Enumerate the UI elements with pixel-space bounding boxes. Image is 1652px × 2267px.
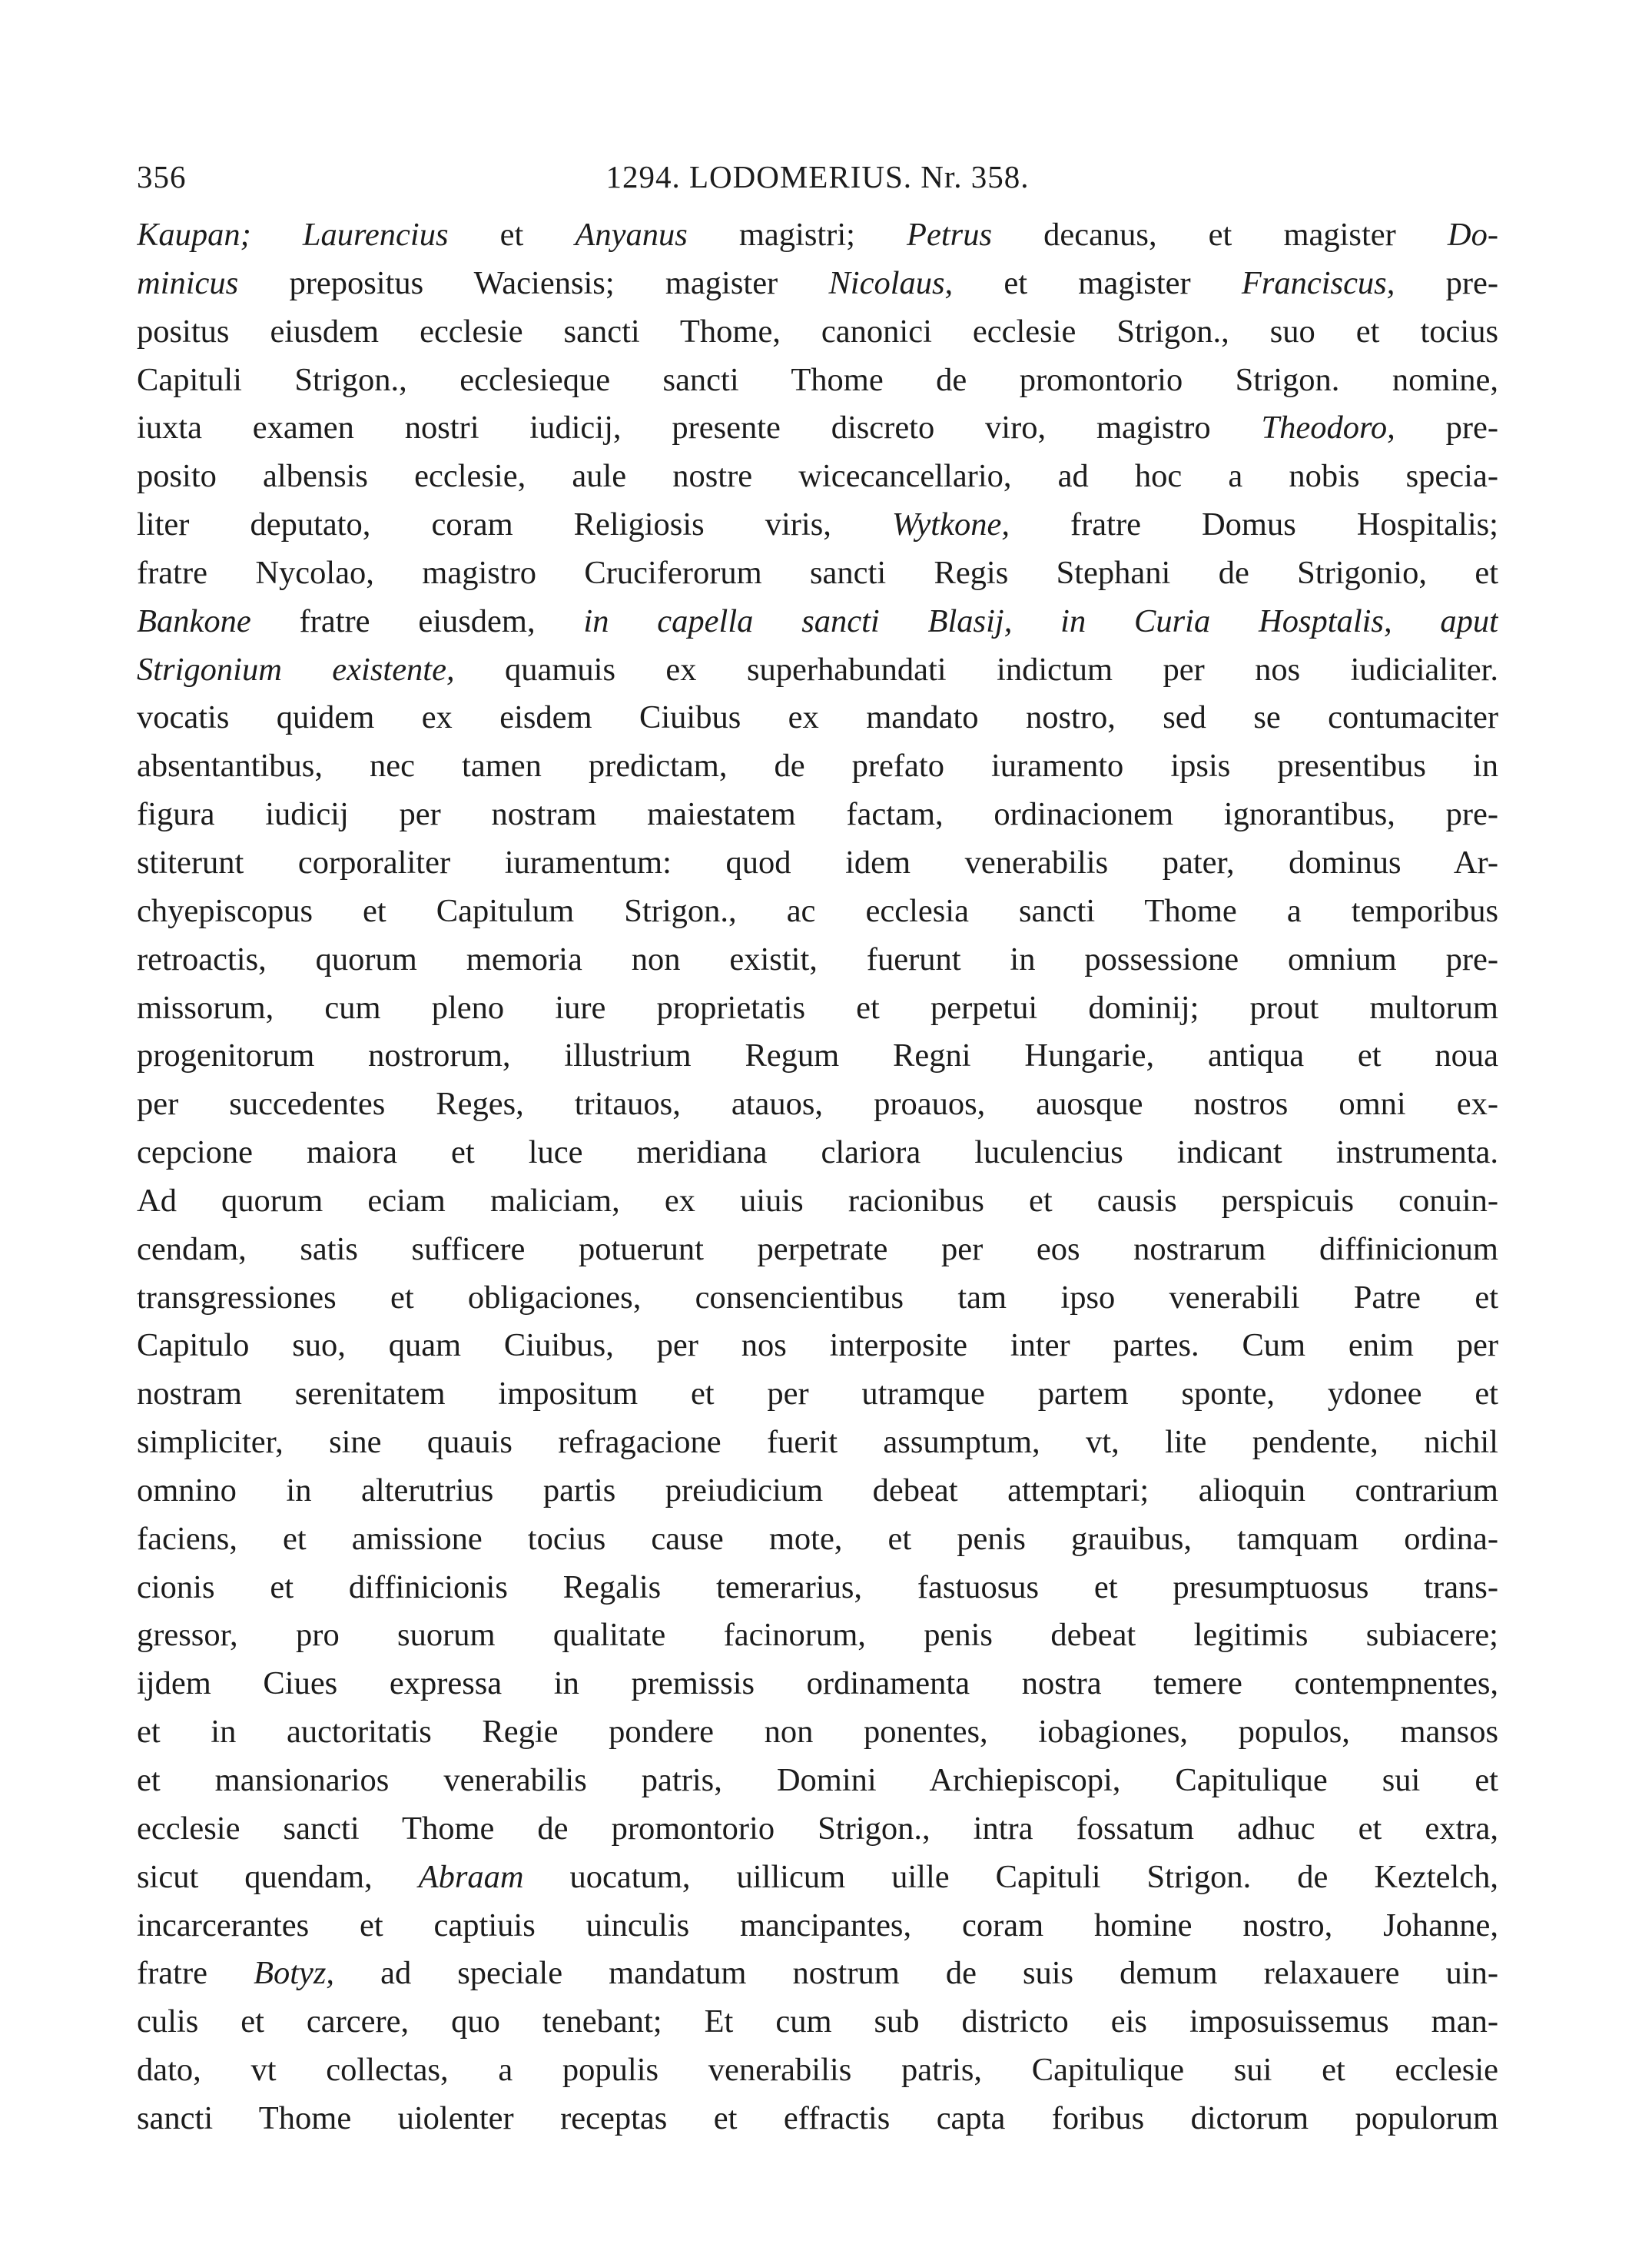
text-line (137, 1467, 1498, 1515)
text-line (137, 984, 1498, 1033)
italic-segment: Theodoro, (1261, 410, 1395, 446)
italic-segment: Petrus (907, 217, 992, 253)
text-line (137, 404, 1498, 453)
text-segment: simpliciter, sine quauis refragacione fuerit assumptum, vt, lite pendente, nichil (137, 1424, 1498, 1461)
text-segment: quamuis ex superhabundati indictum per nos iudicialiter. (454, 651, 1498, 688)
text-line (137, 501, 1498, 549)
text-segment: magistri; (687, 217, 907, 253)
text-segment: per succedentes Reges, tritauos, atauos, proauos, auosque nostros omni ex- (137, 1086, 1498, 1123)
italic-segment: Do- (1447, 217, 1498, 253)
text-segment: sancti Thome uiolenter receptas et effractis capta foribus dictorum populorum (137, 2099, 1498, 2136)
text-segment: et magister (953, 264, 1242, 301)
text-segment: transgressiones et obligaciones, consencientibus tam ipso venerabili Patre et (137, 1279, 1498, 1316)
text-line (137, 1757, 1498, 1805)
text-segment: et in auctoritatis Regie pondere non ponentes, iobagiones, populos, mansos (137, 1714, 1498, 1751)
text-segment: et mansionarios venerabilis patris, Domini Archiepiscopi, Capitulique sui et (137, 1762, 1498, 1798)
text-line (137, 2046, 1498, 2095)
text-segment: iuxta examen nostri iudicij, presente discreto viro, magistro (137, 410, 1262, 446)
text-line (137, 1322, 1498, 1370)
text-segment: pre- (1395, 264, 1498, 301)
text-segment: ijdem Ciues expressa in premissis ordinamenta nostra temere contempnentes, (137, 1665, 1498, 1702)
text-line (137, 598, 1498, 646)
italic-segment: Abraam (418, 1858, 524, 1895)
text-line (137, 1032, 1498, 1080)
text-line (137, 1902, 1498, 1950)
italic-segment: Botyz, (254, 1955, 335, 1992)
text-segment: progenitorum nostrorum, illustrium Regum Regni Hungarie, antiqua et noua (137, 1037, 1498, 1074)
text-segment: uocatum, uillicum uille Capituli Strigon. de Keztelch, (523, 1858, 1498, 1895)
text-segment: fratre Nycolao, magistro Cruciferorum sancti Regis Stephani de Strigonio, et (137, 554, 1498, 591)
text-segment: posito albensis ecclesie, aule nostre wicecancellario, ad hoc a nobis specia- (137, 458, 1498, 495)
text-line (137, 1998, 1498, 2046)
text-line (137, 1274, 1498, 1323)
text-line (137, 1708, 1498, 1757)
text-segment: cepcione maiora et luce meridiana clariora luculencius indicant instrumenta. (137, 1134, 1498, 1171)
text-line (137, 357, 1498, 405)
text-segment: Capituli Strigon., ecclesieque sancti Thome de promontorio Strigon. nomine, (137, 361, 1498, 398)
italic-segment: Bankone (137, 602, 251, 639)
italic-segment: in capella sancti Blasij, in Curia Hosptalis, aput (583, 602, 1498, 639)
italic-segment: Kaupan; Laurencius (137, 217, 449, 253)
text-segment: incarcerantes et captiuis uinculis mancipantes, coram homine nostro, Johanne, (137, 1907, 1498, 1943)
text-line (137, 1660, 1498, 1708)
text-segment: Capitulo suo, quam Ciuibus, per nos interposite inter partes. Cum enim per (137, 1327, 1498, 1364)
text-segment: stiterunt corporaliter iuramentum: quod idem venerabilis pater, dominus Ar- (137, 844, 1498, 881)
text-line (137, 1226, 1498, 1274)
text-line (137, 888, 1498, 936)
text-segment: ecclesie sancti Thome de promontorio Strigon., intra fossatum adhuc et extra, (137, 1810, 1498, 1847)
text-segment: faciens, et amissione tocius cause mote, et penis grauibus, tamquam ordina- (137, 1520, 1498, 1557)
text-line (137, 1419, 1498, 1467)
text-segment: nostram serenitatem impositum et per utramque partem sponte, ydonee et (137, 1376, 1498, 1412)
text-segment: fratre (137, 1955, 254, 1992)
text-line (137, 936, 1498, 984)
text-segment: missorum, cum pleno iure proprietatis et perpetui dominij; prout multorum (137, 989, 1498, 1026)
page-number: 356 (137, 159, 187, 194)
running-head: 1294. LODOMERIUS. Nr. 358. (605, 159, 1030, 194)
text-segment: retroactis, quorum memoria non existit, fuerunt in possessione omnium pre- (137, 941, 1498, 977)
text-segment: absentantibus, nec tamen predictam, de prefato iuramento ipsis presentibus in (137, 748, 1498, 785)
text-segment: ad speciale mandatum nostrum de suis demum relaxauere uin- (334, 1955, 1498, 1992)
italic-segment: minicus (137, 264, 239, 301)
text-segment: gressor, pro suorum qualitate facinorum, penis debeat legitimis subiacere; (137, 1617, 1498, 1654)
text-line (137, 839, 1498, 888)
text-segment: fratre eiusdem, (250, 602, 584, 639)
text-segment: fratre Domus Hospitalis; (1009, 506, 1498, 543)
text-line (137, 308, 1498, 357)
text-segment: positus eiusdem ecclesie sancti Thome, canonici ecclesie Strigon., suo et tocius (137, 313, 1498, 350)
text-line (137, 211, 1498, 260)
text-segment: chyepiscopus et Capitulum Strigon., ac ecclesia sancti Thome a temporibus (137, 892, 1498, 929)
text-segment: vocatis quidem ex eisdem Ciuibus ex mandato nostro, sed se contumaciter (137, 699, 1498, 736)
text-line (137, 1805, 1498, 1854)
text-line (137, 694, 1498, 742)
text-line (137, 1370, 1498, 1419)
text-segment: Ad quorum eciam maliciam, ex uiuis racionibus et causis perspicuis conuin- (137, 1182, 1498, 1219)
page-header (137, 158, 1498, 196)
italic-segment: Franciscus, (1241, 264, 1395, 301)
text-segment: liter deputato, coram Religiosis viris, (137, 506, 892, 543)
text-line (137, 791, 1498, 839)
body-text (137, 211, 1498, 2143)
text-line (137, 742, 1498, 791)
italic-segment: Strigonium existente, (137, 651, 455, 688)
text-segment: omnino in alterutrius partis preiudicium debeat attemptari; alioquin contrarium (137, 1472, 1498, 1509)
italic-segment: Wytkone, (891, 506, 1010, 543)
italic-segment: Anyanus (575, 217, 688, 253)
text-segment: prepositus Waciensis; magister (238, 264, 829, 301)
text-line (137, 1950, 1498, 1998)
text-segment: figura iudicij per nostram maiestatem factam, ordinacionem ignorantibus, pre- (137, 796, 1498, 833)
text-segment: decanus, et magister (992, 217, 1448, 253)
text-line (137, 1515, 1498, 1564)
text-line (137, 2095, 1498, 2143)
text-line (137, 646, 1498, 695)
text-segment: culis et carcere, quo tenebant; Et cum sub districto eis imposuissemus man- (137, 2003, 1498, 2040)
text-line (137, 260, 1498, 308)
text-line (137, 1177, 1498, 1226)
text-line (137, 1854, 1498, 1902)
text-line (137, 453, 1498, 501)
text-line (137, 1080, 1498, 1129)
text-segment: cionis et diffinicionis Regalis temerarius, fastuosus et presumptuosus trans- (137, 1568, 1498, 1605)
text-segment: et (448, 217, 576, 253)
italic-segment: Nicolaus, (828, 264, 954, 301)
text-line (137, 549, 1498, 598)
text-line (137, 1611, 1498, 1660)
text-line (137, 1129, 1498, 1177)
text-segment: cendam, satis sufficere potuerunt perpetrate per eos nostrarum diffinicionum (137, 1230, 1498, 1267)
text-segment: pre- (1395, 410, 1498, 446)
text-line (137, 1564, 1498, 1612)
text-segment: dato, vt collectas, a populis venerabilis patris, Capitulique sui et ecclesie (137, 2052, 1498, 2089)
text-segment: sicut quendam, (137, 1858, 419, 1895)
